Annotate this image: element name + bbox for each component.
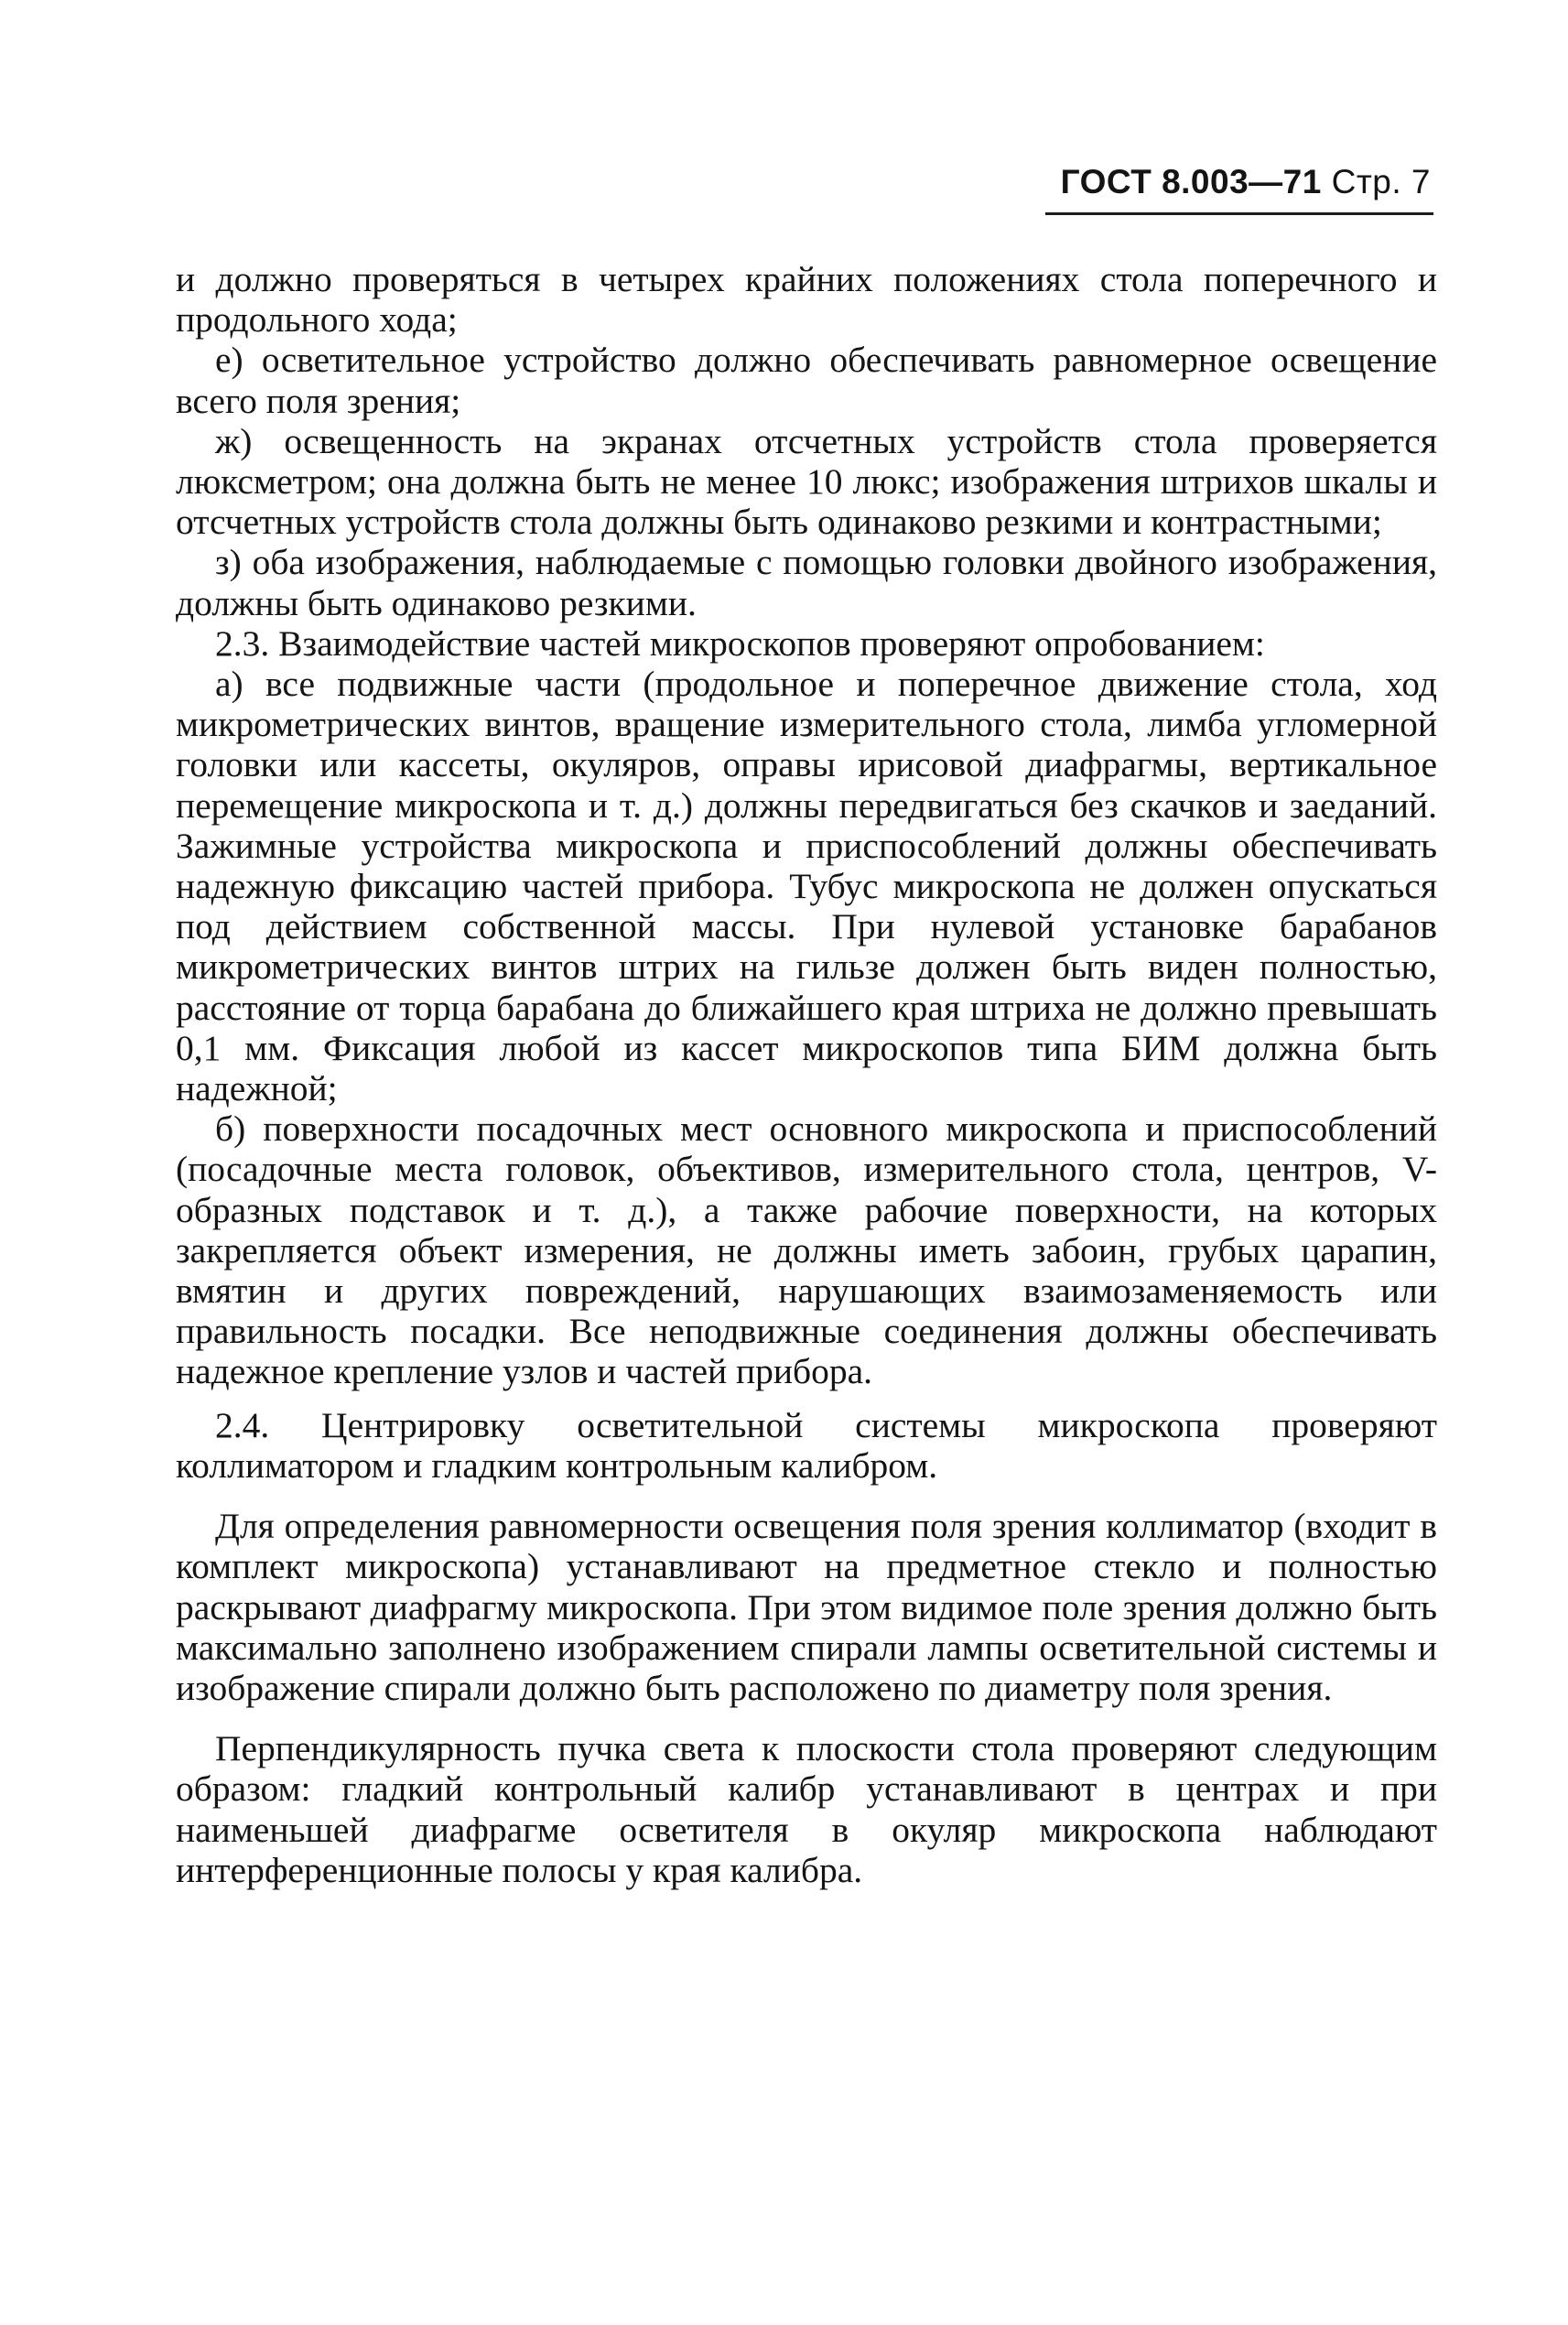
paragraph-continuation: и должно проверяться в четырех крайних положениях стола поперечного и продольного хода; (176, 259, 1437, 341)
page-number: Стр. 7 (1331, 163, 1431, 200)
page-header (1061, 163, 1431, 201)
paragraph-item-b: б) поверхности посадочных мест основного микроскопа и приспособлений (посадочные места головок, объективов, измерительного стола, центров, V-образных подставок и т. д.), а также рабочие поверхности, на которых закрепляется объект измерения, не должны иметь забоин, грубых царапин, вмятин и других повреждений, нарушающих взаимозаменяемость или правильность посадки. Все неподвижные соединения должны обеспечивать надежное крепление узлов и частей прибора. (176, 1108, 1437, 1392)
paragraph-item-e: е) осветительное устройство должно обеспечивать равномерное освещение всего поля зрения; (176, 340, 1437, 421)
paragraph-uniformity: Для определения равномерности освещения поля зрения коллиматор (входит в комплект микроскопа) устанавливают на предметное стекло и полностью раскрывают диафрагму микроскопа. При этом видимое поле зрения должно быть максимально заполнено изображением спирали лампы осветительной системы и изображение спирали должно быть расположено по диаметру поля зрения. (176, 1506, 1437, 1708)
paragraph-section-2-4: 2.4. Центрировку осветительной системы микроскопа проверяют коллиматором и гладким контрольным калибром. (176, 1404, 1437, 1486)
header-divider (1045, 212, 1433, 215)
paragraph-section-2-3: 2.3. Взаимодействие частей микроскопов проверяют опробованием: (215, 622, 1265, 664)
paragraph-item-a: а) все подвижные части (продольное и поперечное движение стола, ход микрометрических винтов, вращение измерительного стола, лимба угломерной головки или кассеты, окуляров, оправы ирисовой диафрагмы, вертикальное перемещение микроскопа и т. д.) должны передвигаться без скачков и заеданий. Зажимные устройства микроскопа и приспособлений должны обеспечивать надежную фиксацию частей прибора. Тубус микроскопа не должен опускаться под действием собственной массы. При нулевой установке барабанов микрометрических винтов штрих на гильзе должен быть виден полностью, расстояние от торца барабана до ближайшего края штриха не должно превышать 0,1 мм. Фиксация любой из кассет микроскопов типа БИМ должна быть надежной; (176, 664, 1437, 1109)
standard-number: ГОСТ 8.003—71 (1060, 163, 1322, 200)
paragraph-item-z: з) оба изображения, наблюдаемые с помощью головки двойного изображения, должны быть одинаково резкими. (176, 542, 1437, 623)
paragraph-item-zh: ж) освещенность на экранах отсчетных устройств стола проверяется люксметром; она должна быть не менее 10 люкс; изображения штрихов шкалы и отсчетных устройств стола должны быть одинаково резкими и контрастными; (176, 420, 1437, 543)
paragraph-perpendicularity: Перпендикулярность пучка света к плоскости стола проверяют следующим образом: гладкий контрольный калибр устанавливают в центрах и при наименьшей диафрагме осветителя в окуляр микроскопа наблюдают интерференционные полосы у края калибра. (176, 1728, 1437, 1890)
document-body (176, 259, 1437, 1890)
